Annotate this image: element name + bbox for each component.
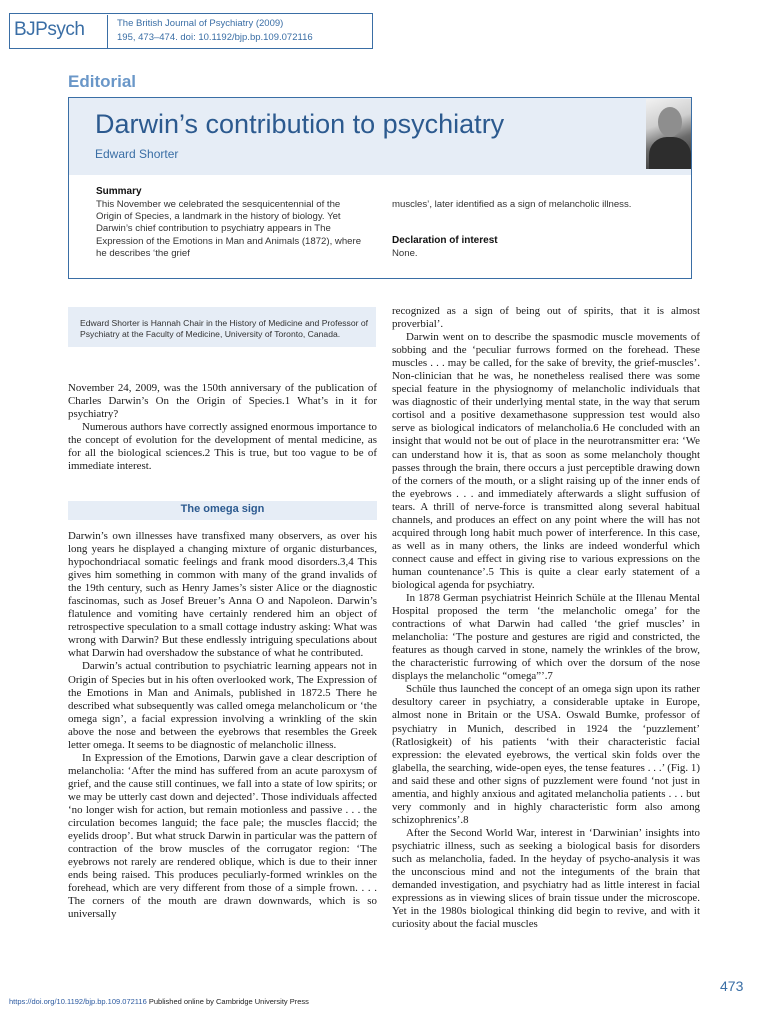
footer: [9, 997, 309, 1006]
col2-paragraph-4: Schüle thus launched the concept of an omega sign upon its rather desultory career in psychiatry, a considerable uptake in Europe, almost none in Britain or the USA. Oswald Bumke, professor of psychiatry in Munich, described in 1924 the ‘puzzlement’ (Ratlosigkeit) of his patients ‘with their characteristic facial expression: the elevated eyebrows, the vertical skin folds over the glabella, the searching, wide-open eyes, the tense features . . .’ (Fig. 1) and said these and other signs of puzzlement were found ‘not just in amentia, and highly anxious and agitated melancholia patients . . . but very commonly and in highly characteristic form also among schizophrenics’.8: [392, 683, 700, 826]
page-number: 473: [720, 978, 744, 994]
intro-paragraph-1: November 24, 2009, was the 150th anniversary of the publication of Charles Darwin’s On the Origin of Species.1 What’s in it for psychiatry?: [68, 382, 377, 421]
intro-paragraph-2: Numerous authors have correctly assigned enormous importance to the concept of evolution for the development of mental medicine, as for all the biological sciences.2 This is true, but too vague to be of immediate interest.: [68, 421, 377, 473]
col2-paragraph-2: Darwin went on to describe the spasmodic muscle movements of sobbing and the ‘peculiar furrows formed on the forehead. These muscles . . . may be called, for the sake of brevity, the grief-muscles’. Non-clinician that he was, he nonetheless realised there was some special feature in the physiognomy of melancholic individuals that was diagnostic of their underlying mental state, in the way that serum cortisol and a positive dexamethasone suppression test would also serve as biological indicators of melancholia.6 He concluded with an insight that would not be out of place in the neurotransmitter era: ‘We can understand how it is, that as soon as some melancholy thought passes through the brain, there occurs a just perceptible drawing down of the corners of the mouth, or a slight raising up of the inner ends of the eyebrows . . . and immediately afterwards a slight suffusion of tears. A thrill of nerve-force is transmitted along several habitual channels, and produces an effect on any point where the will has not acquired through long habit much power of interference. In this case, as well as in many others, the links are indeed wonderful which connect cause and effect in giving rise to various expressions on the human countenance’.5 This is quite a clear early statement of a biological agenda for psychiatry.: [392, 331, 700, 591]
summary-text-2: muscles’, later identified as a sign of melancholic illness.: [392, 199, 632, 210]
summary-text-1: This November we celebrated the sesquicentennial of the Origin of Species, a landmark in the history of biology. Yet Darwin’s chief contribution to psychiatry appears in The Expression of the Emotions in Man and Animals (1872), where he describes ‘the grief: [96, 199, 362, 259]
section-label: Editorial: [68, 72, 137, 91]
declaration-heading: Declaration of interest: [392, 235, 498, 246]
intro-block: [68, 382, 377, 473]
doi-link[interactable]: https://doi.org/10.1192/bjp.bp.109.072116: [9, 997, 147, 1006]
col2-paragraph-3: In 1878 German psychiatrist Heinrich Schüle at the Illenau Mental Hospital proposed the term ‘the melancholic omega’ for the contractions of what Darwin had called ‘the grief muscles’ in melancholia: ‘The posture and gestures are rigid and constricted, the features as though carved in stone, namely the wrinkles of the brow, the characteristic furrowing of which over the dorsum of the nose displays the melancholic “omega”’.7: [392, 592, 700, 683]
published-note: Published online by Cambridge University Press: [146, 997, 309, 1006]
omega-paragraph-1: Darwin’s own illnesses have transfixed many observers, as over his long years he displayed a changing mixture of organic disturbances, hypochondriacal somatic feelings and frank mood disorders.3,4 This gives him something in common with many of the grand invalids of the 19th century, such as Henry James’s sister Alice or the diagnostic fascinomas, such as Josef Breuer’s Anna O and Napoleon. Darwin’s flatulence and vomiting have certainly rendered him an object of retrospective speculation to a small cottage industry asking: What was wrong with Darwin? But these endlessly intriguing speculations about what Darwin had overshadow the substance of what he contributed.: [68, 530, 377, 660]
summary-heading: Summary: [96, 186, 142, 197]
affiliation-text: Edward Shorter is Hannah Chair in the History of Medicine and Professor of Psychiatry at the Faculty of Medicine, University of Toronto, Canada.: [80, 318, 369, 339]
article-title: Darwin’s contribution to psychiatry: [95, 109, 505, 139]
article-author: Edward Shorter: [95, 147, 179, 161]
col2-paragraph-1: recognized as a sign of being out of spirits, that it is almost proverbial’.: [392, 305, 700, 331]
header-divider: [107, 15, 108, 48]
journal-logo: BJPsych: [14, 19, 85, 40]
author-photo: [646, 99, 691, 169]
declaration-text: None.: [392, 248, 418, 259]
col2-paragraph-5: After the Second World War, interest in ‘Darwinian’ insights into psychiatric illness, such as seeking a biological basis for disorders such as melancholia, faded. In the heyday of psycho-analysis it was the unconscious mind and not the integuments of the brain that demanded investigation, and psychiatry had as little interest in facial expressions as in viewing slices of brain tissue under the microscope. Yet in the 1980s biological thinking did begin to revive, and with it curiosity about the facial muscles: [392, 826, 700, 931]
omega-block: [68, 530, 377, 921]
omega-heading: The omega sign: [180, 503, 265, 515]
omega-paragraph-2: Darwin’s actual contribution to psychiatric learning appears not in Origin of Species but in his often overlooked work, The Expression of the Emotions in Man and Animals, published in 1872.5 There he described what subsequently was called omega melancholicum or ‘the omega sign’, a facial expression involving a wrinkling of the skin above the nose and between the eyebrows that resembles the Greek letter omega. It seems to be diagnostic of melancholic illness.: [68, 660, 377, 751]
journal-citation-line1: The British Journal of Psychiatry (2009): [117, 18, 284, 29]
omega-paragraph-3: In Expression of the Emotions, Darwin gave a clear description of melancholia: ‘After the mind has suffered from an acute paroxysm of grief, and the cause still continues, we fall into a state of low spirits; or we may be utterly cast down and dejected’. Those individuals affected ‘no longer wish for action, but remain motionless and passive . . . the circulation becomes languid; the face pale; the muscles flaccid; the eyelids droop’. But what struck Darwin in particular was the pattern of contraction of the brow muscles of the corrugator region: ‘The eyebrows not rarely are rendered oblique, which is due to their inner ends being raised. This produces peculiarly-formed wrinkles on the forehead, which are very different from those of a simple frown. . . . The corners of the mouth are drawn downwards, which is so universally: [68, 751, 377, 921]
journal-citation-line2: 195, 473–474. doi: 10.1192/bjp.bp.109.072116: [117, 32, 313, 43]
column-2: [392, 305, 700, 931]
